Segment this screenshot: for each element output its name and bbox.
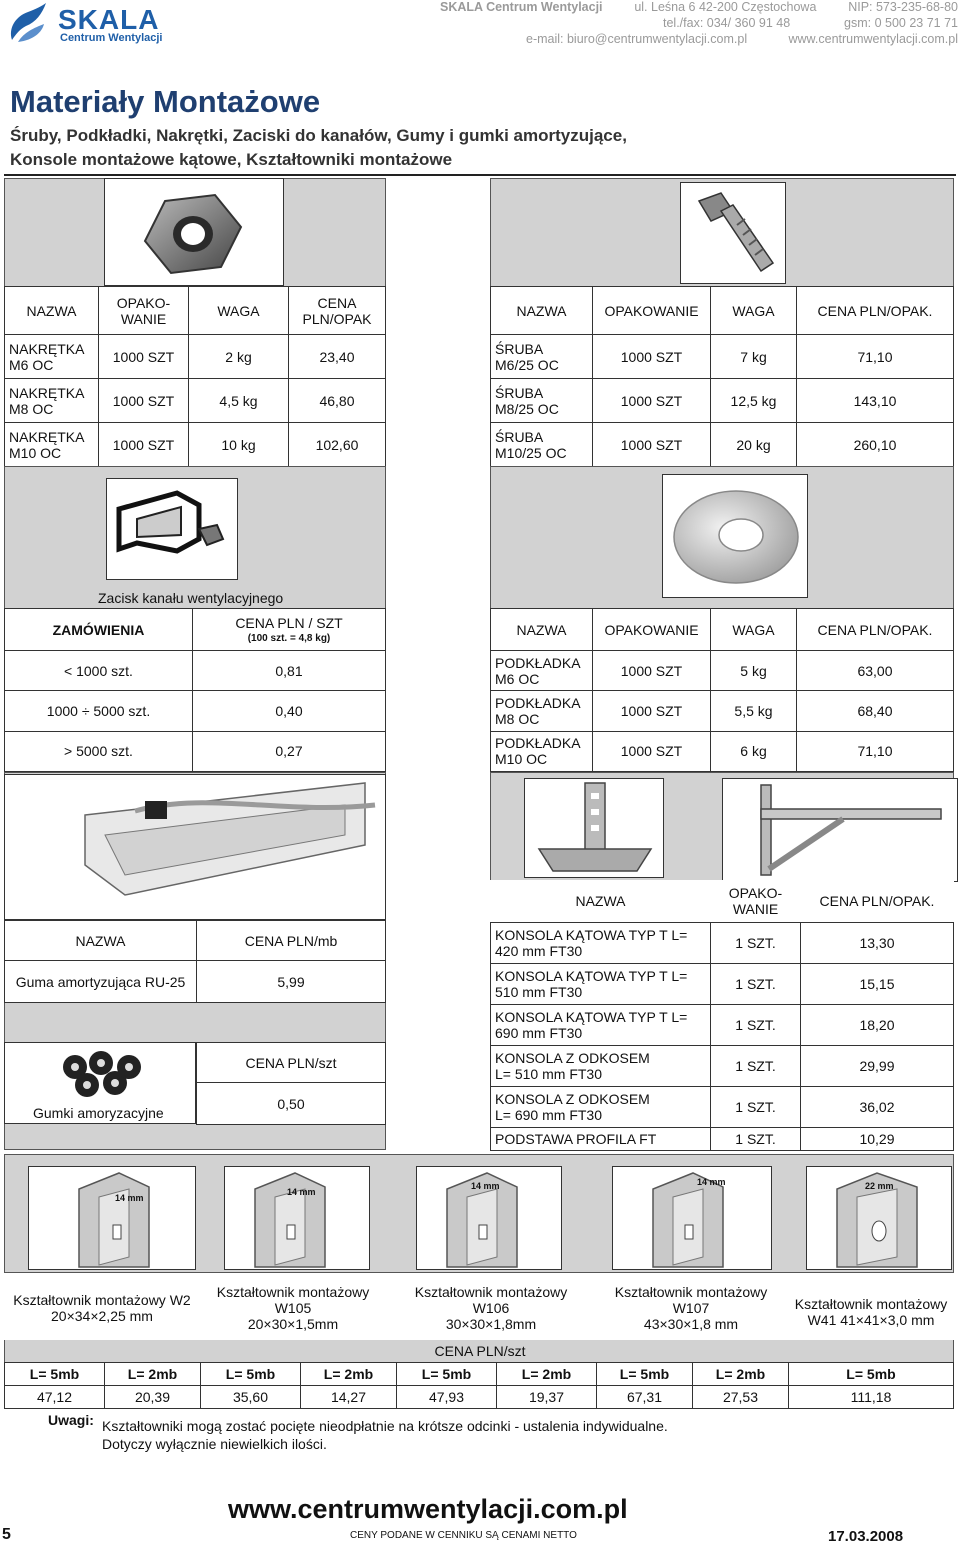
- profile-name-w107: Kształtownik montażowy W107 43×30×1,8 mm: [614, 1284, 768, 1332]
- nuts-header-name: NAZWA: [5, 287, 99, 335]
- clamp-header-orders: ZAMÓWIENIA: [5, 609, 193, 651]
- clamp-cell-price: 0,40: [193, 691, 386, 731]
- consoles-cell-price: 13,30: [801, 922, 954, 963]
- profile-w2-icon: [29, 1167, 196, 1270]
- consoles-cell-packaging: 1 SZT.: [711, 963, 801, 1004]
- washers-header-packaging: OPAKOWANIE: [593, 609, 711, 651]
- table-row: [5, 1386, 954, 1409]
- nuts-cell-name: NAKRĘTKA M6 OC: [5, 335, 99, 379]
- angle-console-icon: [525, 779, 664, 878]
- header-address: ul. Leśna 6 42-200 Częstochowa: [634, 0, 817, 14]
- nuts-table: [4, 286, 386, 467]
- bolts-cell-packaging: 1000 SZT: [593, 379, 711, 423]
- consoles-cell-price: 18,20: [801, 1004, 954, 1045]
- profile-image-w107: [612, 1166, 772, 1270]
- console-with-brace-icon: [723, 779, 958, 882]
- page-title: Materiały Montażowe: [10, 84, 321, 119]
- bolts-header-name: NAZWA: [491, 287, 593, 335]
- washers-cell-weight: 5,5 kg: [711, 691, 797, 731]
- clamp-header-price: CENA PLN / SZT: [235, 615, 343, 632]
- profile-price-cell: 35,60: [201, 1386, 301, 1409]
- consoles-cell-name: PODSTAWA PROFILA FT: [491, 1127, 711, 1150]
- bolts-cell-weight: 12,5 kg: [711, 379, 797, 423]
- header-nip: NIP: 573-235-68-80: [848, 0, 958, 14]
- nuts-header-packaging: OPAKO- WANIE: [99, 287, 189, 335]
- bolt-icon: [681, 183, 786, 284]
- clamp-cell-quantity: > 5000 szt.: [5, 731, 193, 771]
- nuts-cell-name: NAKRĘTKA M8 OC: [5, 379, 99, 423]
- table-row: [197, 1083, 386, 1125]
- profile-image-w106: [416, 1166, 562, 1270]
- table-row: [5, 423, 386, 467]
- profile-price-cell: 20,39: [105, 1386, 201, 1409]
- bolts-cell-price: 143,10: [797, 379, 954, 423]
- washers-header-price: CENA PLN/OPAK.: [797, 609, 954, 651]
- clamp-caption: Zacisk kanału wentylacyjnego: [98, 590, 284, 606]
- rubber-pads-image: [4, 1042, 196, 1124]
- washers-cell-packaging: 1000 SZT: [593, 731, 711, 771]
- profile-length-cell: L= 5mb: [789, 1363, 954, 1386]
- header-company: SKALA Centrum Wentylacji: [440, 0, 603, 14]
- nuts-header-weight: WAGA: [189, 287, 289, 335]
- nuts-cell-name: NAKRĘTKA M10 OC: [5, 423, 99, 467]
- profile-price-cell: 111,18: [789, 1386, 954, 1409]
- washers-cell-packaging: 1000 SZT: [593, 651, 711, 691]
- table-row: [491, 651, 954, 691]
- consoles-header-name: NAZWA: [575, 892, 626, 909]
- washers-cell-name: PODKŁADKA M6 OC: [491, 651, 593, 691]
- rubber-pads-caption: Gumki amoryzacyjne: [33, 1105, 164, 1121]
- table-row: [5, 1363, 954, 1386]
- nuts-cell-weight: 2 kg: [189, 335, 289, 379]
- bolts-header-packaging: OPAKOWANIE: [593, 287, 711, 335]
- table-row: [491, 1004, 954, 1045]
- duct-clamp-icon: [107, 479, 238, 580]
- profile-dim-w106: 14 mm: [471, 1181, 500, 1191]
- profile-length-cell: L= 5mb: [5, 1363, 105, 1386]
- rubber-strip-icon: [5, 775, 386, 920]
- page-subtitle-1: Śruby, Podkładki, Nakrętki, Zaciski do kanałów, Gumy i gumki amortyzujące,: [10, 126, 627, 145]
- consoles-cell-price: 15,15: [801, 963, 954, 1004]
- clamp-image: [106, 478, 238, 580]
- hex-nut-icon: [105, 179, 284, 286]
- table-row: [5, 961, 386, 1003]
- profile-length-cell: L= 2mb: [497, 1363, 597, 1386]
- bolts-cell-weight: 20 kg: [711, 423, 797, 467]
- profile-length-cell: L= 2mb: [105, 1363, 201, 1386]
- consoles-cell-packaging: 1 SZT.: [711, 1045, 801, 1086]
- profile-length-cell: L= 2mb: [693, 1363, 789, 1386]
- logo-name: SKALA: [58, 4, 160, 35]
- washers-cell-name: PODKŁADKA M8 OC: [491, 691, 593, 731]
- profile-length-cell: L= 5mb: [597, 1363, 693, 1386]
- table-row: [491, 963, 954, 1004]
- clamp-cell-quantity: < 1000 szt.: [5, 651, 193, 691]
- page-subtitle-2: Konsole montażowe kątowe, Kształtowniki montażowe: [10, 150, 453, 169]
- nuts-cell-packaging: 1000 SZT: [99, 379, 189, 423]
- nuts-cell-price: 23,40: [289, 335, 386, 379]
- title-divider: [4, 174, 956, 176]
- washers-cell-weight: 6 kg: [711, 731, 797, 771]
- table-row: [5, 379, 386, 423]
- rubber-pads-icon: [5, 1043, 196, 1105]
- rubber-pads-table: [196, 1042, 386, 1125]
- header-gsm: gsm: 0 500 23 71 71: [844, 16, 958, 30]
- nuts-header-price: CENA PLN/OPAK: [289, 287, 386, 335]
- table-row: [491, 691, 954, 731]
- profile-name-w105: Kształtownik montażowy W105 20×30×1,5mm: [216, 1284, 370, 1332]
- clamp-header-price-cell: [193, 609, 386, 651]
- table-row: [5, 691, 386, 731]
- profile-w107-icon: [613, 1167, 772, 1270]
- consoles-cell-packaging: 1 SZT.: [711, 1086, 801, 1127]
- rubber-cell-price: 5,99: [197, 961, 386, 1003]
- consoles-cell-packaging: 1 SZT.: [711, 1004, 801, 1045]
- footer-page-number: 5: [2, 1526, 11, 1543]
- notes-line-2: Dotyczy wyłącznie niewielkich ilości.: [102, 1436, 327, 1452]
- table-row: [5, 335, 386, 379]
- bolts-cell-name: ŚRUBA M6/25 OC: [491, 335, 593, 379]
- profiles-price-table: [4, 1362, 954, 1409]
- profile-dim-w41: 22 mm: [865, 1181, 894, 1191]
- consoles-header-price: CENA PLN/OPAK.: [819, 892, 935, 909]
- profile-dim-w2: 14 mm: [115, 1193, 144, 1203]
- consoles-cell-name: KONSOLA KĄTOWA TYP T L= 420 mm FT30: [491, 922, 711, 963]
- washers-cell-packaging: 1000 SZT: [593, 691, 711, 731]
- logo-subtitle: Centrum Wentylacji: [60, 32, 163, 44]
- profile-name-w106: Kształtownik montażowy W106 30×30×1,8mm: [414, 1284, 568, 1332]
- rubber-pads-header-price: CENA PLN/szt: [197, 1043, 386, 1083]
- bolts-cell-name: ŚRUBA M8/25 OC: [491, 379, 593, 423]
- footer-date: 17.03.2008: [828, 1528, 904, 1544]
- bolts-header-weight: WAGA: [711, 287, 797, 335]
- profile-length-cell: L= 2mb: [301, 1363, 397, 1386]
- consoles-cell-price: 10,29: [801, 1127, 954, 1150]
- washers-cell-price: 63,00: [797, 651, 954, 691]
- profile-price-cell: 19,37: [497, 1386, 597, 1409]
- clamp-cell-price: 0,27: [193, 731, 386, 771]
- bolt-image: [680, 182, 786, 284]
- nuts-cell-weight: 4,5 kg: [189, 379, 289, 423]
- header-phone: tel./fax: 034/ 360 91 48: [663, 16, 791, 30]
- nuts-cell-weight: 10 kg: [189, 423, 289, 467]
- console-brace-image: [722, 778, 958, 882]
- bolts-cell-price: 260,10: [797, 423, 954, 467]
- profile-name-w41: Kształtownik montażowy W41 41×41×3,0 mm: [794, 1296, 948, 1328]
- consoles-cell-packaging: 1 SZT.: [711, 1127, 801, 1150]
- rubber-table: [4, 920, 386, 1003]
- washers-header-name: NAZWA: [491, 609, 593, 651]
- profile-dim-w105: 14 mm: [287, 1187, 316, 1197]
- notes-label: Uwagi:: [48, 1412, 94, 1428]
- consoles-cell-packaging: 1 SZT.: [711, 922, 801, 963]
- consoles-cell-name: KONSOLA KĄTOWA TYP T L= 510 mm FT30: [491, 963, 711, 1004]
- rubber-strip-image: [4, 774, 386, 920]
- consoles-cell-name: KONSOLA KĄTOWA TYP T L= 690 mm FT30: [491, 1004, 711, 1045]
- rubber-header-name: NAZWA: [5, 921, 197, 961]
- logo-mark-icon: [6, 2, 50, 44]
- profile-price-cell: 47,12: [5, 1386, 105, 1409]
- washers-header-weight: WAGA: [711, 609, 797, 651]
- consoles-table: [490, 880, 954, 1151]
- rubber-cell-name: Guma amortyzująca RU-25: [5, 961, 197, 1003]
- consoles-cell-name: KONSOLA Z ODKOSEM L= 690 mm FT30: [491, 1086, 711, 1127]
- profile-name-w2: Kształtownik montażowy W2 20×34×2,25 mm: [13, 1292, 191, 1324]
- table-row: [491, 335, 954, 379]
- washers-cell-name: PODKŁADKA M10 OC: [491, 731, 593, 771]
- bolts-cell-weight: 7 kg: [711, 335, 797, 379]
- nuts-cell-packaging: 1000 SZT: [99, 335, 189, 379]
- footer-website[interactable]: www.centrumwentylacji.com.pl: [228, 1494, 628, 1524]
- profile-image-w41: [806, 1166, 952, 1270]
- profile-price-cell: 67,31: [597, 1386, 693, 1409]
- consoles-header-packaging: OPAKO- WANIE: [728, 884, 783, 917]
- rubber-pads-cell-price: 0,50: [197, 1083, 386, 1125]
- nuts-cell-price: 46,80: [289, 379, 386, 423]
- washer-image: [662, 474, 808, 598]
- clamp-table: [4, 608, 386, 772]
- profile-image-w105: [224, 1166, 370, 1270]
- washers-cell-weight: 5 kg: [711, 651, 797, 691]
- header-email[interactable]: e-mail: biuro@centrumwentylacji.com.pl: [526, 32, 748, 46]
- notes-line-1: Kształtowniki mogą zostać pocięte nieodpłatnie na krótsze odcinki - ustalenia indywidualne.: [102, 1418, 668, 1434]
- bolts-header-price: CENA PLN/OPAK.: [797, 287, 954, 335]
- table-row: [5, 731, 386, 771]
- table-row: [491, 1086, 954, 1127]
- header-website[interactable]: www.centrumwentylacji.com.pl: [788, 32, 958, 46]
- consoles-cell-price: 36,02: [801, 1086, 954, 1127]
- company-logo: [6, 2, 176, 44]
- nut-image: [104, 178, 284, 286]
- bolts-cell-price: 71,10: [797, 335, 954, 379]
- rubber-header-price: CENA PLN/mb: [197, 921, 386, 961]
- washers-cell-price: 71,10: [797, 731, 954, 771]
- profile-price-cell: 14,27: [301, 1386, 397, 1409]
- bolts-cell-name: ŚRUBA M10/25 OC: [491, 423, 593, 467]
- table-row: [491, 922, 954, 963]
- profile-price-cell: 27,53: [693, 1386, 789, 1409]
- consoles-cell-name: KONSOLA Z ODKOSEM L= 510 mm FT30: [491, 1045, 711, 1086]
- clamp-header-note: (100 szt. = 4,8 kg): [247, 633, 331, 645]
- bolts-table: [490, 286, 954, 467]
- consoles-cell-price: 29,99: [801, 1045, 954, 1086]
- console-t-image: [524, 778, 664, 878]
- profile-w105-icon: [225, 1167, 370, 1270]
- washers-cell-price: 68,40: [797, 691, 954, 731]
- bolts-cell-packaging: 1000 SZT: [593, 423, 711, 467]
- table-row: [491, 1045, 954, 1086]
- table-row: [5, 651, 386, 691]
- table-row: [491, 731, 954, 771]
- table-row: [491, 379, 954, 423]
- table-row: [491, 423, 954, 467]
- profile-length-cell: L= 5mb: [201, 1363, 301, 1386]
- washer-icon: [663, 475, 808, 598]
- table-row: [491, 1127, 954, 1150]
- profile-price-cell: 47,93: [397, 1386, 497, 1409]
- profile-image-w2: [28, 1166, 196, 1270]
- clamp-cell-quantity: 1000 ÷ 5000 szt.: [5, 691, 193, 731]
- bolts-cell-packaging: 1000 SZT: [593, 335, 711, 379]
- nuts-cell-packaging: 1000 SZT: [99, 423, 189, 467]
- profile-dim-w107: 14 mm: [697, 1177, 726, 1187]
- washers-table: [490, 608, 954, 772]
- nuts-cell-price: 102,60: [289, 423, 386, 467]
- clamp-cell-price: 0,81: [193, 651, 386, 691]
- footer-note: CENY PODANE W CENNIKU SĄ CENAMI NETTO: [350, 1530, 577, 1541]
- profile-length-cell: L= 5mb: [397, 1363, 497, 1386]
- profiles-price-header: CENA PLN/szt: [434, 1343, 526, 1359]
